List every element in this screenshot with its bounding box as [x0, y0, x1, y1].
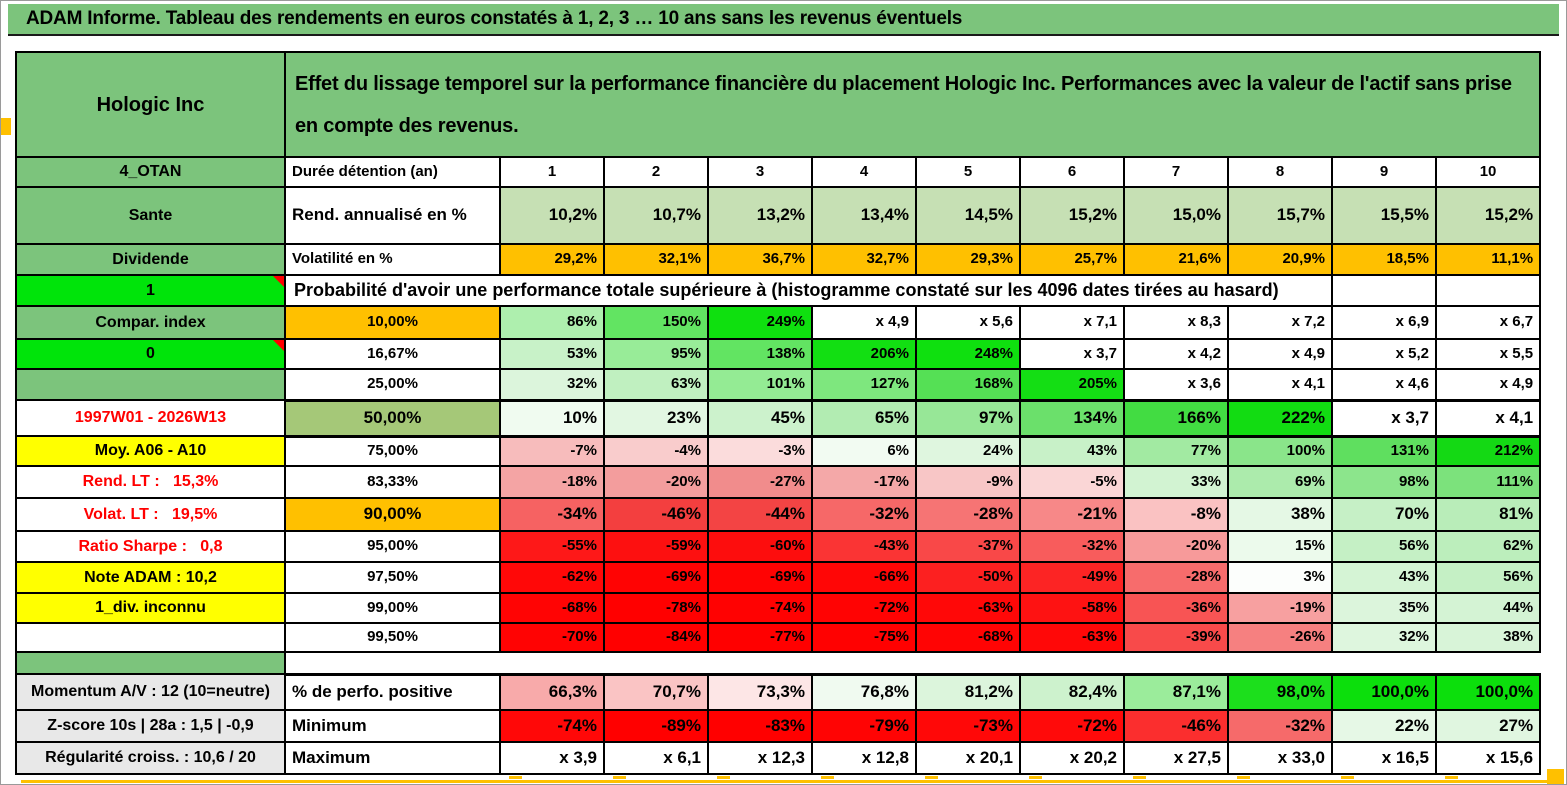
data-cell-p99-c8[interactable]: -19%: [1228, 593, 1332, 623]
data-cell-perfpos-c1[interactable]: 66,3%: [500, 674, 604, 710]
data-cell-durations-c5[interactable]: 5: [916, 157, 1020, 187]
data-cell-p995-c1[interactable]: -70%: [500, 623, 604, 652]
row-p97: [16, 562, 1540, 593]
data-cell-p16-c10[interactable]: x 5,5: [1436, 339, 1540, 369]
data-cell-p995-c7[interactable]: -39%: [1124, 623, 1228, 652]
row-p75: [16, 436, 1540, 466]
data-cell-maximum-c8[interactable]: x 33,0: [1228, 742, 1332, 774]
rowlabel-cell-p10[interactable]: 10,00%: [285, 306, 500, 339]
sidebar-cell-minimum[interactable]: Z-score 10s | 28a : 1,5 | -0,9: [16, 710, 285, 742]
data-cell-p25-c4[interactable]: 127%: [812, 369, 916, 400]
row-durations: [16, 157, 1540, 187]
performance-table: [15, 51, 1541, 775]
data-cell-p10-c9[interactable]: x 6,9: [1332, 306, 1436, 339]
data-cell-p90-c6[interactable]: -21%: [1020, 498, 1124, 531]
data-cell-p95-c6[interactable]: -32%: [1020, 531, 1124, 562]
data-cell-p10-c3[interactable]: 249%: [708, 306, 812, 339]
data-cell-p16-c5[interactable]: 248%: [916, 339, 1020, 369]
data-cell-perfpos-c8[interactable]: 98,0%: [1228, 674, 1332, 710]
row-perfpos: [16, 674, 1540, 710]
data-cell-p50-c6[interactable]: 134%: [1020, 400, 1124, 436]
data-cell-p95-c1[interactable]: -55%: [500, 531, 604, 562]
sidebar-cell-prob[interactable]: 1: [16, 275, 285, 306]
rowlabel-cell-annual[interactable]: Rend. annualisé en %: [285, 187, 500, 244]
orange-dash: [509, 776, 522, 779]
data-cell-p10-c5[interactable]: x 5,6: [916, 306, 1020, 339]
orange-dash: [1445, 776, 1458, 779]
row-p90: [16, 498, 1540, 531]
row-vol: [16, 244, 1540, 275]
data-cell-minimum-c7[interactable]: -46%: [1124, 710, 1228, 742]
data-cell-vol-c4[interactable]: 32,7%: [812, 244, 916, 275]
banner: [8, 4, 1559, 36]
data-cell-p75-c10[interactable]: 212%: [1436, 436, 1540, 466]
sidebar-cell-vol[interactable]: Dividende: [16, 244, 285, 275]
data-cell-p90-c3[interactable]: -44%: [708, 498, 812, 531]
orange-dash: [613, 776, 626, 779]
rowlabel-cell-maximum[interactable]: Maximum: [285, 742, 500, 774]
data-cell-p50-c2[interactable]: 23%: [604, 400, 708, 436]
row-p99: [16, 593, 1540, 623]
rowlabel-cell-p50[interactable]: 50,00%: [285, 400, 500, 436]
data-cell-p75-c8[interactable]: 100%: [1228, 436, 1332, 466]
data-cell-annual-c3[interactable]: 13,2%: [708, 187, 812, 244]
banner-title: ADAM Informe. Tableau des rendements en euros constatés à 1, 2, 3 … 10 ans sans les revenus éventuels: [26, 8, 963, 29]
data-cell-p995-c4[interactable]: -75%: [812, 623, 916, 652]
data-cell-p97-c9[interactable]: 43%: [1332, 562, 1436, 593]
rowlabel-cell-p90[interactable]: 90,00%: [285, 498, 500, 531]
data-cell-durations-c7[interactable]: 7: [1124, 157, 1228, 187]
data-cell-vol-c5[interactable]: 29,3%: [916, 244, 1020, 275]
orange-bottom-line: [21, 780, 1564, 783]
data-cell-p95-c3[interactable]: -60%: [708, 531, 812, 562]
data-cell-minimum-c8[interactable]: -32%: [1228, 710, 1332, 742]
data-cell-p25-c3[interactable]: 101%: [708, 369, 812, 400]
data-cell-p99-c6[interactable]: -58%: [1020, 593, 1124, 623]
data-cell-p90-c5[interactable]: -28%: [916, 498, 1020, 531]
row-sep: [16, 652, 1540, 674]
data-cell-minimum-c5[interactable]: -73%: [916, 710, 1020, 742]
data-cell-annual-c4[interactable]: 13,4%: [812, 187, 916, 244]
row-prob: [16, 275, 1540, 306]
row-p16: [16, 339, 1540, 369]
data-cell-p83-c5[interactable]: -9%: [916, 466, 1020, 498]
data-cell-p99-c3[interactable]: -74%: [708, 593, 812, 623]
data-cell-p83-c10[interactable]: 111%: [1436, 466, 1540, 498]
row-p25: [16, 369, 1540, 400]
data-cell-minimum-c6[interactable]: -72%: [1020, 710, 1124, 742]
data-cell-p50-c8[interactable]: 222%: [1228, 400, 1332, 436]
data-cell-vol-c6[interactable]: 25,7%: [1020, 244, 1124, 275]
orange-dash: [1237, 776, 1250, 779]
data-cell-durations-c4[interactable]: 4: [812, 157, 916, 187]
data-cell-p16-c2[interactable]: 95%: [604, 339, 708, 369]
data-cell-p83-c6[interactable]: -5%: [1020, 466, 1124, 498]
data-cell-minimum-c10[interactable]: 27%: [1436, 710, 1540, 742]
data-cell-p25-c1[interactable]: 32%: [500, 369, 604, 400]
data-cell-p97-c4[interactable]: -66%: [812, 562, 916, 593]
row-annual: [16, 187, 1540, 244]
orange-dash: [1341, 776, 1354, 779]
data-cell-p90-c7[interactable]: -8%: [1124, 498, 1228, 531]
sidebar-cell-p97[interactable]: Note ADAM : 10,2: [16, 562, 285, 593]
header-row: [16, 52, 1540, 157]
data-cell-p50-c1[interactable]: 10%: [500, 400, 604, 436]
sidebar-cell-p83[interactable]: Rend. LT : 15,3%: [16, 466, 285, 498]
data-cell-prob-c2[interactable]: [1436, 275, 1540, 306]
data-cell-p99-c9[interactable]: 35%: [1332, 593, 1436, 623]
data-cell-p995-c5[interactable]: -68%: [916, 623, 1020, 652]
data-cell-p75-c9[interactable]: 131%: [1332, 436, 1436, 466]
row-p995: [16, 623, 1540, 652]
data-cell-perfpos-c4[interactable]: 76,8%: [812, 674, 916, 710]
data-cell-p90-c2[interactable]: -46%: [604, 498, 708, 531]
data-cell-p97-c1[interactable]: -62%: [500, 562, 604, 593]
sidebar-cell-p99[interactable]: 1_div. inconnu: [16, 593, 285, 623]
data-cell-p99-c5[interactable]: -63%: [916, 593, 1020, 623]
data-cell-p97-c7[interactable]: -28%: [1124, 562, 1228, 593]
data-cell-p90-c1[interactable]: -34%: [500, 498, 604, 531]
data-cell-p90-c10[interactable]: 81%: [1436, 498, 1540, 531]
data-cell-vol-c1[interactable]: 29,2%: [500, 244, 604, 275]
data-cell-vol-c8[interactable]: 20,9%: [1228, 244, 1332, 275]
sidebar-cell-annual[interactable]: Sante: [16, 187, 285, 244]
orange-corner-marker: [1547, 769, 1564, 784]
orange-dash: [717, 776, 730, 779]
data-cell-p16-c4[interactable]: 206%: [812, 339, 916, 369]
data-cell-prob-c1[interactable]: [1332, 275, 1436, 306]
sidebar-cell-p16[interactable]: 0: [16, 339, 285, 369]
data-cell-p16-c3[interactable]: 138%: [708, 339, 812, 369]
data-cell-p95-c5[interactable]: -37%: [916, 531, 1020, 562]
data-cell-durations-c8[interactable]: 8: [1228, 157, 1332, 187]
data-cell-annual-c9[interactable]: 15,5%: [1332, 187, 1436, 244]
sidebar-cell-maximum[interactable]: Régularité croiss. : 10,6 / 20: [16, 742, 285, 774]
data-cell-perfpos-c6[interactable]: 82,4%: [1020, 674, 1124, 710]
data-cell-p16-c8[interactable]: x 4,9: [1228, 339, 1332, 369]
data-cell-p995-c10[interactable]: 38%: [1436, 623, 1540, 652]
orange-dash: [1133, 776, 1146, 779]
data-cell-p90-c9[interactable]: 70%: [1332, 498, 1436, 531]
data-cell-p83-c7[interactable]: 33%: [1124, 466, 1228, 498]
sidebar-cell-p90[interactable]: Volat. LT : 19,5%: [16, 498, 285, 531]
row-p95: [16, 531, 1540, 562]
separator-space: [285, 652, 1540, 674]
data-cell-p75-c1[interactable]: -7%: [500, 436, 604, 466]
sidebar-cell-durations[interactable]: 4_OTAN: [16, 157, 285, 187]
data-cell-p75-c5[interactable]: 24%: [916, 436, 1020, 466]
sidebar-cell-p995[interactable]: [16, 623, 285, 652]
data-cell-p97-c6[interactable]: -49%: [1020, 562, 1124, 593]
data-cell-p10-c2[interactable]: 150%: [604, 306, 708, 339]
data-cell-p25-c8[interactable]: x 4,1: [1228, 369, 1332, 400]
data-cell-durations-c10[interactable]: 10: [1436, 157, 1540, 187]
description-cell[interactable]: Effet du lissage temporel sur la performance financière du placement Hologic Inc. Performances avec la valeur de l'actif sans prise en compte des revenus.: [285, 52, 1540, 157]
data-cell-p97-c5[interactable]: -50%: [916, 562, 1020, 593]
data-cell-durations-c6[interactable]: 6: [1020, 157, 1124, 187]
rowlabel-cell-p95[interactable]: 95,00%: [285, 531, 500, 562]
data-cell-annual-c10[interactable]: 15,2%: [1436, 187, 1540, 244]
orange-dash: [1029, 776, 1042, 779]
data-cell-p50-c10[interactable]: x 4,1: [1436, 400, 1540, 436]
data-cell-p50-c4[interactable]: 65%: [812, 400, 916, 436]
data-cell-perfpos-c7[interactable]: 87,1%: [1124, 674, 1228, 710]
data-cell-p95-c4[interactable]: -43%: [812, 531, 916, 562]
data-cell-p97-c3[interactable]: -69%: [708, 562, 812, 593]
data-cell-annual-c2[interactable]: 10,7%: [604, 187, 708, 244]
data-cell-p25-c7[interactable]: x 3,6: [1124, 369, 1228, 400]
data-cell-perfpos-c3[interactable]: 73,3%: [708, 674, 812, 710]
rowlabel-cell-durations[interactable]: Durée détention (an): [285, 157, 500, 187]
rowlabel-cell-p25[interactable]: 25,00%: [285, 369, 500, 400]
data-cell-p99-c10[interactable]: 44%: [1436, 593, 1540, 623]
orange-dash: [925, 776, 938, 779]
row-p10: [16, 306, 1540, 339]
data-cell-p95-c10[interactable]: 62%: [1436, 531, 1540, 562]
data-cell-p83-c3[interactable]: -27%: [708, 466, 812, 498]
data-cell-p83-c9[interactable]: 98%: [1332, 466, 1436, 498]
data-cell-maximum-c1[interactable]: x 3,9: [500, 742, 604, 774]
data-cell-durations-c3[interactable]: 3: [708, 157, 812, 187]
sidebar-cell-p50[interactable]: 1997W01 - 2026W13: [16, 400, 285, 436]
row-minimum: [16, 710, 1540, 742]
sidebar-cell-p75[interactable]: Moy. A06 - A10: [16, 436, 285, 466]
rowlabel-cell-p97[interactable]: 97,50%: [285, 562, 500, 593]
data-cell-p25-c6[interactable]: 205%: [1020, 369, 1124, 400]
data-cell-p10-c1[interactable]: 86%: [500, 306, 604, 339]
data-cell-minimum-c4[interactable]: -79%: [812, 710, 916, 742]
data-cell-perfpos-c9[interactable]: 100,0%: [1332, 674, 1436, 710]
rowlabel-cell-p75[interactable]: 75,00%: [285, 436, 500, 466]
data-cell-p95-c2[interactable]: -59%: [604, 531, 708, 562]
data-cell-p83-c1[interactable]: -18%: [500, 466, 604, 498]
data-cell-p10-c8[interactable]: x 7,2: [1228, 306, 1332, 339]
data-cell-p50-c7[interactable]: 166%: [1124, 400, 1228, 436]
sidebar-cell-p95[interactable]: Ratio Sharpe : 0,8: [16, 531, 285, 562]
data-cell-p995-c9[interactable]: 32%: [1332, 623, 1436, 652]
data-cell-vol-c3[interactable]: 36,7%: [708, 244, 812, 275]
data-cell-p995-c2[interactable]: -84%: [604, 623, 708, 652]
sidebar-cell-p25[interactable]: [16, 369, 285, 400]
rowlabel-cell-p995[interactable]: 99,50%: [285, 623, 500, 652]
data-cell-durations-c1[interactable]: 1: [500, 157, 604, 187]
data-cell-p99-c4[interactable]: -72%: [812, 593, 916, 623]
data-cell-p97-c8[interactable]: 3%: [1228, 562, 1332, 593]
data-cell-p90-c8[interactable]: 38%: [1228, 498, 1332, 531]
data-cell-annual-c6[interactable]: 15,2%: [1020, 187, 1124, 244]
data-cell-p75-c2[interactable]: -4%: [604, 436, 708, 466]
data-cell-p83-c2[interactable]: -20%: [604, 466, 708, 498]
data-cell-p16-c7[interactable]: x 4,2: [1124, 339, 1228, 369]
data-cell-maximum-c4[interactable]: x 12,8: [812, 742, 916, 774]
data-cell-minimum-c3[interactable]: -83%: [708, 710, 812, 742]
data-cell-p10-c6[interactable]: x 7,1: [1020, 306, 1124, 339]
data-cell-p25-c2[interactable]: 63%: [604, 369, 708, 400]
data-cell-p83-c8[interactable]: 69%: [1228, 466, 1332, 498]
data-cell-p995-c8[interactable]: -26%: [1228, 623, 1332, 652]
data-cell-annual-c7[interactable]: 15,0%: [1124, 187, 1228, 244]
data-cell-p99-c1[interactable]: -68%: [500, 593, 604, 623]
data-cell-maximum-c10[interactable]: x 15,6: [1436, 742, 1540, 774]
data-cell-p10-c4[interactable]: x 4,9: [812, 306, 916, 339]
data-cell-p75-c7[interactable]: 77%: [1124, 436, 1228, 466]
data-cell-maximum-c2[interactable]: x 6,1: [604, 742, 708, 774]
rowlabel-cell-vol[interactable]: Volatilité en %: [285, 244, 500, 275]
data-cell-p10-c10[interactable]: x 6,7: [1436, 306, 1540, 339]
asset-name-cell[interactable]: Hologic Inc: [16, 52, 285, 157]
data-cell-annual-c5[interactable]: 14,5%: [916, 187, 1020, 244]
probability-title-cell[interactable]: Probabilité d'avoir une performance totale supérieure à (histogramme constaté sur les 4096 dates tirées au hasard): [285, 275, 1332, 306]
data-cell-perfpos-c10[interactable]: 100,0%: [1436, 674, 1540, 710]
data-cell-minimum-c2[interactable]: -89%: [604, 710, 708, 742]
data-cell-p10-c7[interactable]: x 8,3: [1124, 306, 1228, 339]
data-cell-durations-c2[interactable]: 2: [604, 157, 708, 187]
data-cell-p16-c9[interactable]: x 5,2: [1332, 339, 1436, 369]
data-cell-minimum-c9[interactable]: 22%: [1332, 710, 1436, 742]
rowlabel-cell-p16[interactable]: 16,67%: [285, 339, 500, 369]
data-cell-p83-c4[interactable]: -17%: [812, 466, 916, 498]
data-cell-p50-c5[interactable]: 97%: [916, 400, 1020, 436]
data-cell-maximum-c5[interactable]: x 20,1: [916, 742, 1020, 774]
data-cell-p99-c2[interactable]: -78%: [604, 593, 708, 623]
rowlabel-cell-minimum[interactable]: Minimum: [285, 710, 500, 742]
data-cell-maximum-c9[interactable]: x 16,5: [1332, 742, 1436, 774]
row-p83: [16, 466, 1540, 498]
data-cell-p75-c4[interactable]: 6%: [812, 436, 916, 466]
data-cell-p25-c5[interactable]: 168%: [916, 369, 1020, 400]
sidebar-cell-p10[interactable]: Compar. index: [16, 306, 285, 339]
data-cell-perfpos-c2[interactable]: 70,7%: [604, 674, 708, 710]
data-cell-annual-c8[interactable]: 15,7%: [1228, 187, 1332, 244]
data-cell-p25-c10[interactable]: x 4,9: [1436, 369, 1540, 400]
data-cell-maximum-c6[interactable]: x 20,2: [1020, 742, 1124, 774]
orange-dash: [821, 776, 834, 779]
data-cell-p75-c3[interactable]: -3%: [708, 436, 812, 466]
data-cell-vol-c9[interactable]: 18,5%: [1332, 244, 1436, 275]
data-cell-p16-c6[interactable]: x 3,7: [1020, 339, 1124, 369]
rowlabel-cell-perfpos[interactable]: % de perfo. positive: [285, 674, 500, 710]
data-cell-p25-c9[interactable]: x 4,6: [1332, 369, 1436, 400]
data-cell-p90-c4[interactable]: -32%: [812, 498, 916, 531]
data-cell-p50-c9[interactable]: x 3,7: [1332, 400, 1436, 436]
data-cell-p995-c6[interactable]: -63%: [1020, 623, 1124, 652]
orange-left-marker: [1, 118, 11, 135]
data-cell-p50-c3[interactable]: 45%: [708, 400, 812, 436]
data-cell-p97-c2[interactable]: -69%: [604, 562, 708, 593]
row-maximum: [16, 742, 1540, 774]
data-cell-vol-c2[interactable]: 32,1%: [604, 244, 708, 275]
data-cell-vol-c10[interactable]: 11,1%: [1436, 244, 1540, 275]
data-cell-maximum-c7[interactable]: x 27,5: [1124, 742, 1228, 774]
sidebar-cell-perfpos[interactable]: Momentum A/V : 12 (10=neutre): [16, 674, 285, 710]
data-cell-p97-c10[interactable]: 56%: [1436, 562, 1540, 593]
data-cell-p95-c9[interactable]: 56%: [1332, 531, 1436, 562]
row-p50: [16, 400, 1540, 436]
data-cell-p995-c3[interactable]: -77%: [708, 623, 812, 652]
data-cell-durations-c9[interactable]: 9: [1332, 157, 1436, 187]
data-cell-p95-c8[interactable]: 15%: [1228, 531, 1332, 562]
data-cell-perfpos-c5[interactable]: 81,2%: [916, 674, 1020, 710]
data-cell-minimum-c1[interactable]: -74%: [500, 710, 604, 742]
data-cell-p99-c7[interactable]: -36%: [1124, 593, 1228, 623]
data-cell-p75-c6[interactable]: 43%: [1020, 436, 1124, 466]
rowlabel-cell-p99[interactable]: 99,00%: [285, 593, 500, 623]
data-cell-p95-c7[interactable]: -20%: [1124, 531, 1228, 562]
data-cell-vol-c7[interactable]: 21,6%: [1124, 244, 1228, 275]
sidebar-cell-sep[interactable]: [16, 652, 285, 674]
data-cell-p16-c1[interactable]: 53%: [500, 339, 604, 369]
rowlabel-cell-p83[interactable]: 83,33%: [285, 466, 500, 498]
data-cell-maximum-c3[interactable]: x 12,3: [708, 742, 812, 774]
data-cell-annual-c1[interactable]: 10,2%: [500, 187, 604, 244]
